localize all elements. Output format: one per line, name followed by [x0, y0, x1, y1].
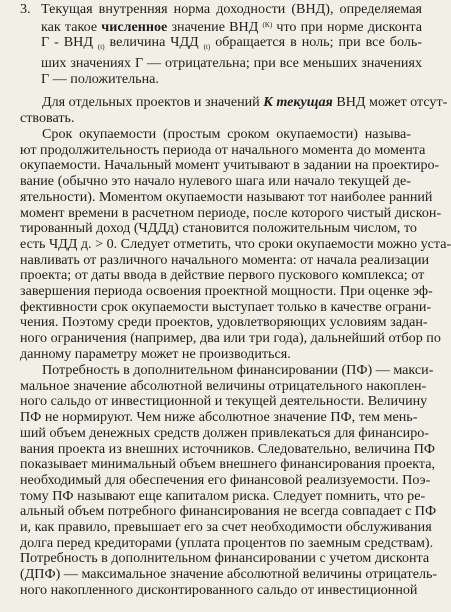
text-line: ший объем денежных средств должен привлекаться для финансиро- [20, 424, 430, 441]
text-line: тированный доход (ЧДДд) становится положительным числом, то [20, 220, 417, 237]
text-line: фективности срок окупаемости выступает только в качестве ограни- [20, 298, 432, 315]
text-line: Потребность в дополнительном финансировании с учетом дисконта [20, 550, 430, 567]
text-line: завершения периода освоения проектной мощности. При оценке эф- [20, 283, 433, 300]
text-line: момент времени в расчетном периоде, после которого чистый дискон- [20, 204, 442, 221]
text-line: (ДПФ) — максимальное значение абсолютной величины отрицатель- [20, 566, 438, 583]
list-item-3 [0, 2, 422, 88]
text-line: альный объем потребного финансирования не всегда совпадает с ПФ [20, 503, 437, 520]
text-line: долга перед кредиторами (уплата процентов по заемным средствам). [20, 534, 434, 551]
paragraph-additional-financing [20, 362, 438, 599]
text-line: ного ограничения (например, два или три года), дальнейший отбор по [20, 330, 441, 347]
text-line: навливать от различного начального момента: от начала реализации [20, 251, 430, 268]
text-line: окупаемости. Начальный момент учитывают в задании на проектиро- [20, 157, 440, 174]
text-line: ного сальдо от инвестиционной и текущей деятельности. Величину [20, 393, 428, 410]
text-line: ятельности). Моментом окупаемости называют тот наиболее ранний [20, 188, 433, 205]
text-line: ют продолжительность периода от начального момента до момента [20, 141, 426, 158]
text-line: Г - ВНД $_{(t)}$ величина ЧДД $_{(t)}$ обращается в ноль; при все боль- [41, 34, 422, 52]
subscript-label: (K) [262, 20, 273, 29]
text-line: показывает минимальный объем внешнего финансирования проекта, [20, 456, 435, 473]
text-line: как такое численное значение ВНД $^{(K)}$ что при норме дисконта [41, 18, 422, 35]
text-line: Срок окупаемости (простым сроком окупаемости) называ- [42, 126, 411, 142]
text-line: Для отдельных проектов и значений К текущая ВНД может отсут- [42, 94, 448, 110]
text-line: Потребность в дополнительном финансировании (ПФ) — макси- [42, 362, 434, 378]
paragraph [20, 94, 448, 126]
text-line: ПФ не нормируют. Чем ниже абсолютное значение ПФ, тем мень- [20, 409, 418, 426]
bold-term: численное [101, 18, 168, 35]
text-line: ного накопленного дисконтированного сальдо от инвестиционной [20, 581, 418, 598]
text-line: мальное значение абсолютной величины отрицательного накоплен- [20, 377, 427, 394]
text-line: необходимый для обеспечения его финансовой реализуемости. Поэ- [20, 471, 431, 488]
paragraph-payback-period [20, 126, 451, 363]
text-line: проекта; от даты ввода в действие первого пускового комплекса; от [20, 267, 425, 284]
text-line: есть ЧДД д. > 0. Следует отметить, что сроки окупаемости можно уста- [20, 235, 451, 252]
text-line: ших значениях Г — отрицательна; при все меньших значениях [41, 55, 422, 72]
text-line: данному параметру может не производиться. [20, 345, 291, 362]
text-line: чения. Поэтому среди проектов, удовлетворяющих условиям задан- [20, 314, 428, 331]
text-line: и, как правило, превышает его за счет необходимости обслуживания [20, 519, 432, 536]
subscript-label: (t) [97, 43, 105, 52]
text-line: ствовать. [20, 109, 75, 126]
text-line: Г — положительна. [41, 70, 159, 87]
subscript-label: (t) [203, 43, 211, 52]
text-line: вания проекта из внешних источников. Следовательно, величина ПФ [20, 440, 436, 457]
text-line: Текущая внутренняя норма доходности (ВНД), определяемая [41, 1, 422, 17]
text-line: тому ПФ называют еще капиталом риска. Следует помнить, что ре- [20, 487, 426, 504]
italic-term: К текущая [263, 94, 333, 110]
text-line: вание (обычно это начало нулевого шага или начало текущей де- [20, 173, 411, 190]
list-item-number: 3. [20, 1, 31, 17]
